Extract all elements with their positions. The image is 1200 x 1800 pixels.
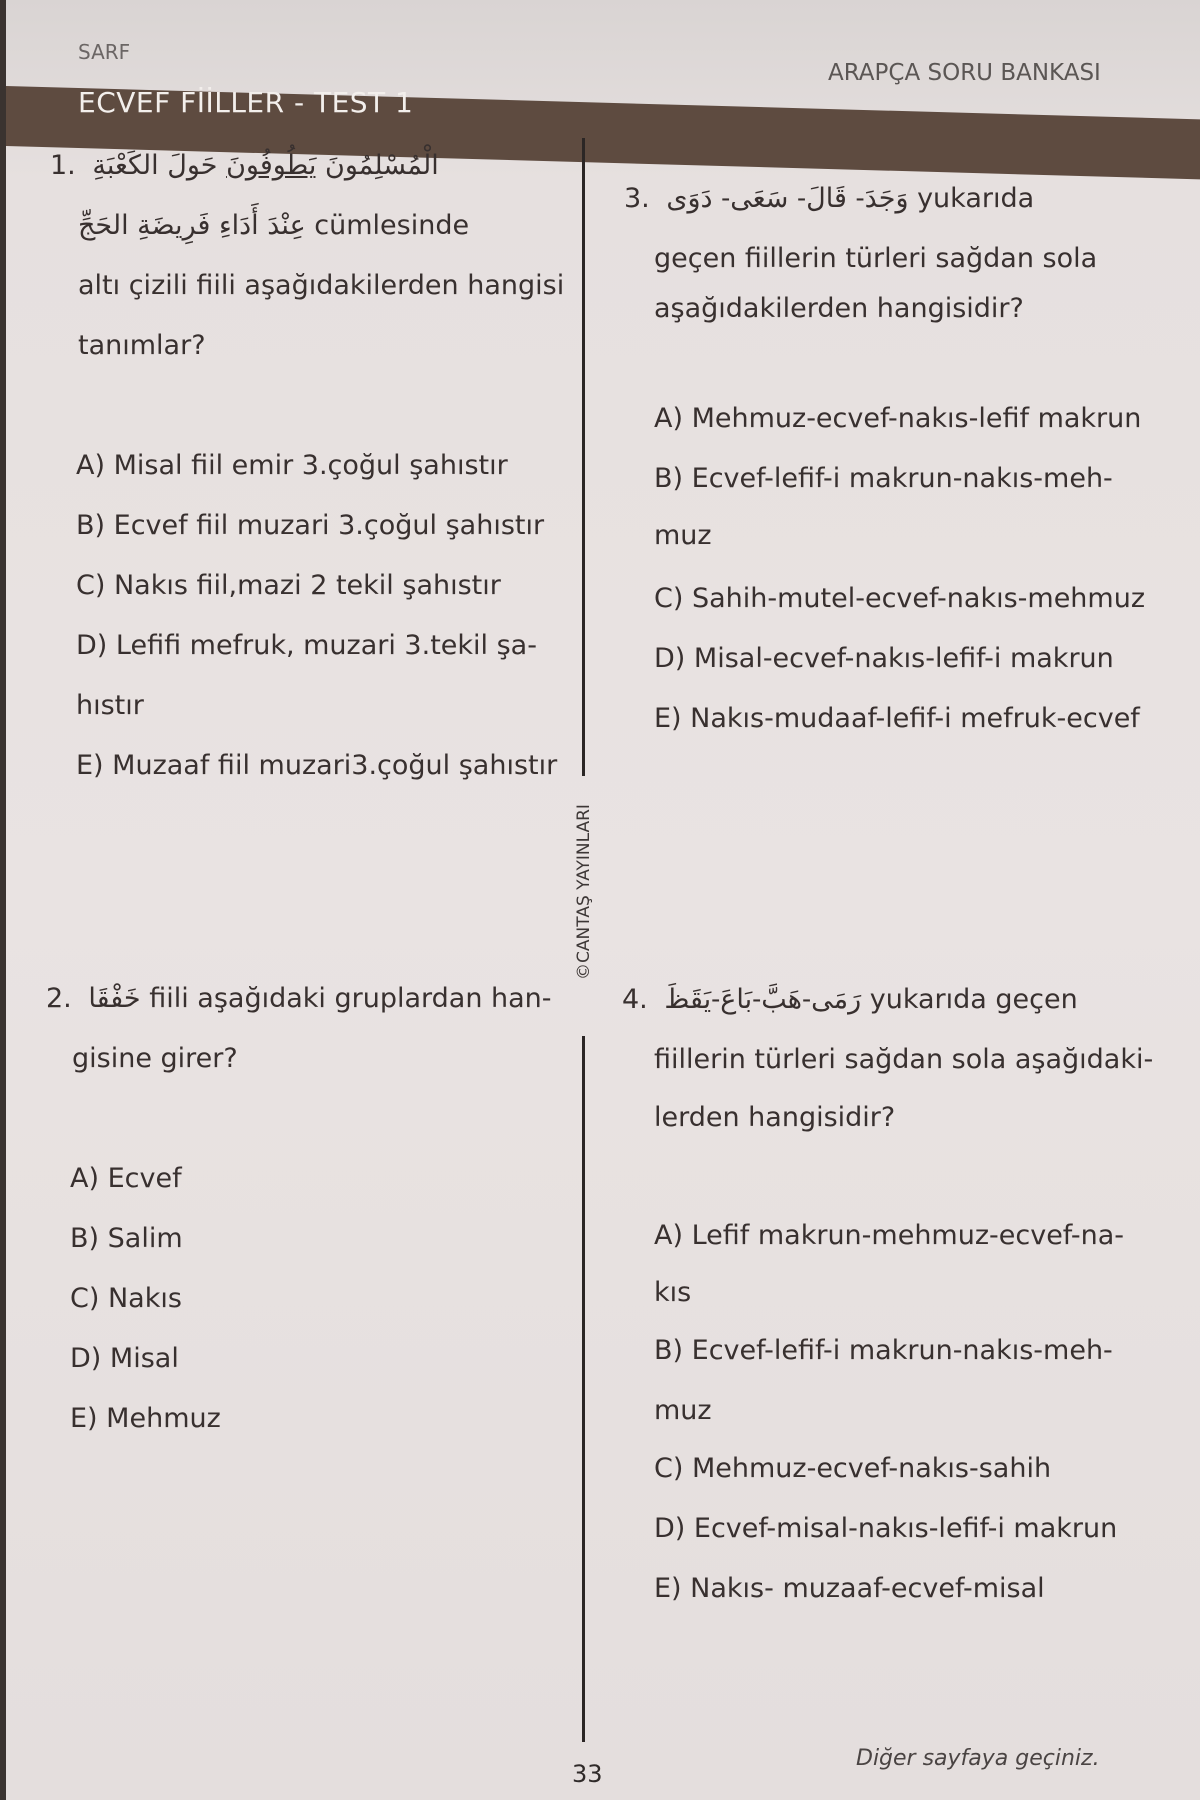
answer-option[interactable]: A) Mehmuz-ecvef-nakıs-lefif makrun bbox=[654, 403, 1142, 434]
publisher-credit: ©CANTAŞ YAYINLARI bbox=[574, 804, 594, 980]
question-text: aşağıdakilerden hangisidir? bbox=[654, 293, 1024, 324]
question-text: yukarıda bbox=[917, 183, 1035, 214]
question-text: altı çizili fiili aşağıdakilerden hangisi bbox=[78, 270, 565, 301]
question-4-line-1 bbox=[622, 984, 1078, 1015]
answer-option[interactable]: C) Sahih-mutel-ecvef-nakıs-mehmuz bbox=[654, 583, 1146, 614]
arabic-text: خَفْقَا bbox=[88, 983, 141, 1014]
column-divider-bottom bbox=[582, 1036, 585, 1742]
answer-option-continued: muz bbox=[654, 1395, 712, 1426]
answer-option-continued: muz bbox=[654, 520, 712, 551]
answer-option[interactable]: E) Mehmuz bbox=[70, 1403, 221, 1434]
question-text: geçen fiillerin türleri sağdan sola bbox=[654, 243, 1098, 274]
answer-option[interactable]: D) Misal-ecvef-nakıs-lefif-i makrun bbox=[654, 643, 1114, 674]
answer-option[interactable]: C) Nakıs bbox=[70, 1283, 182, 1314]
question-2-line-1 bbox=[46, 983, 552, 1014]
answer-option[interactable]: E) Muzaaf fiil muzari3.çoğul şahıstır bbox=[76, 750, 558, 781]
question-1-line-2 bbox=[78, 210, 469, 241]
column-divider-top bbox=[582, 138, 585, 776]
question-number: 1. bbox=[50, 150, 76, 181]
arabic-text bbox=[92, 150, 438, 181]
answer-option[interactable]: A) Ecvef bbox=[70, 1163, 182, 1194]
question-number: 4. bbox=[622, 984, 648, 1015]
arabic-text: وَجَدَ- قَالَ- سَعَى- دَوَى bbox=[666, 183, 909, 214]
answer-option[interactable]: A) Misal fiil emir 3.çoğul şahıstır bbox=[76, 450, 508, 481]
answer-option[interactable]: B) Ecvef fiil muzari 3.çoğul şahıstır bbox=[76, 510, 545, 541]
book-page bbox=[6, 0, 1200, 1800]
answer-option[interactable]: A) Lefif makrun-mehmuz-ecvef-na- bbox=[654, 1220, 1124, 1251]
answer-option[interactable]: C) Nakıs fiil,mazi 2 tekil şahıstır bbox=[76, 570, 501, 601]
question-text: fiillerin türleri sağdan sola aşağıdaki- bbox=[654, 1044, 1154, 1075]
next-page-note: Diğer sayfaya geçiniz. bbox=[856, 1746, 1100, 1771]
answer-option-continued: hıstır bbox=[76, 690, 144, 721]
answer-option[interactable]: E) Nakıs- muzaaf-ecvef-misal bbox=[654, 1573, 1045, 1604]
arabic-word: حَولَ الكَعْبَةِ bbox=[92, 150, 218, 181]
underlined-verb: يَطُوفُونَ bbox=[226, 150, 317, 181]
arabic-text: رَمَى-هَبَّ-بَاعَ-يَقَظَ bbox=[664, 984, 862, 1015]
question-3-line-1 bbox=[624, 183, 1034, 214]
question-text: yukarıda geçen bbox=[869, 984, 1078, 1015]
question-text: gisine girer? bbox=[72, 1043, 238, 1074]
answer-option[interactable]: C) Mehmuz-ecvef-nakıs-sahih bbox=[654, 1453, 1052, 1484]
answer-option-continued: kıs bbox=[654, 1277, 692, 1308]
answer-option[interactable]: D) Ecvef-misal-nakıs-lefif-i makrun bbox=[654, 1513, 1118, 1544]
question-number: 2. bbox=[46, 983, 72, 1014]
question-1-line-1 bbox=[50, 150, 439, 181]
subject-label: SARF bbox=[78, 40, 131, 64]
book-title: ARAPÇA SORU BANKASI bbox=[828, 60, 1101, 86]
answer-option[interactable]: B) Ecvef-lefif-i makrun-nakıs-meh- bbox=[654, 463, 1113, 494]
test-title: ECVEF FİİLLER - TEST 1 bbox=[78, 86, 414, 119]
question-text: fiili aşağıdaki gruplardan han- bbox=[149, 983, 552, 1014]
question-text: tanımlar? bbox=[78, 330, 206, 361]
page-number: 33 bbox=[572, 1760, 603, 1788]
arabic-word: الْمُسْلِمُونَ bbox=[324, 150, 439, 181]
answer-option[interactable]: D) Misal bbox=[70, 1343, 179, 1374]
question-number: 3. bbox=[624, 183, 650, 214]
answer-option[interactable]: B) Ecvef-lefif-i makrun-nakıs-meh- bbox=[654, 1335, 1113, 1366]
question-text: lerden hangisidir? bbox=[654, 1102, 896, 1133]
answer-option[interactable]: B) Salim bbox=[70, 1223, 183, 1254]
question-text: cümlesinde bbox=[314, 210, 470, 241]
arabic-text: عِنْدَ أَدَاءِ فَرِيضَةِ الحَجِّ bbox=[78, 210, 306, 241]
answer-option[interactable]: D) Lefifi mefruk, muzari 3.tekil şa- bbox=[76, 630, 537, 661]
answer-option[interactable]: E) Nakıs-mudaaf-lefif-i mefruk-ecvef bbox=[654, 703, 1140, 734]
